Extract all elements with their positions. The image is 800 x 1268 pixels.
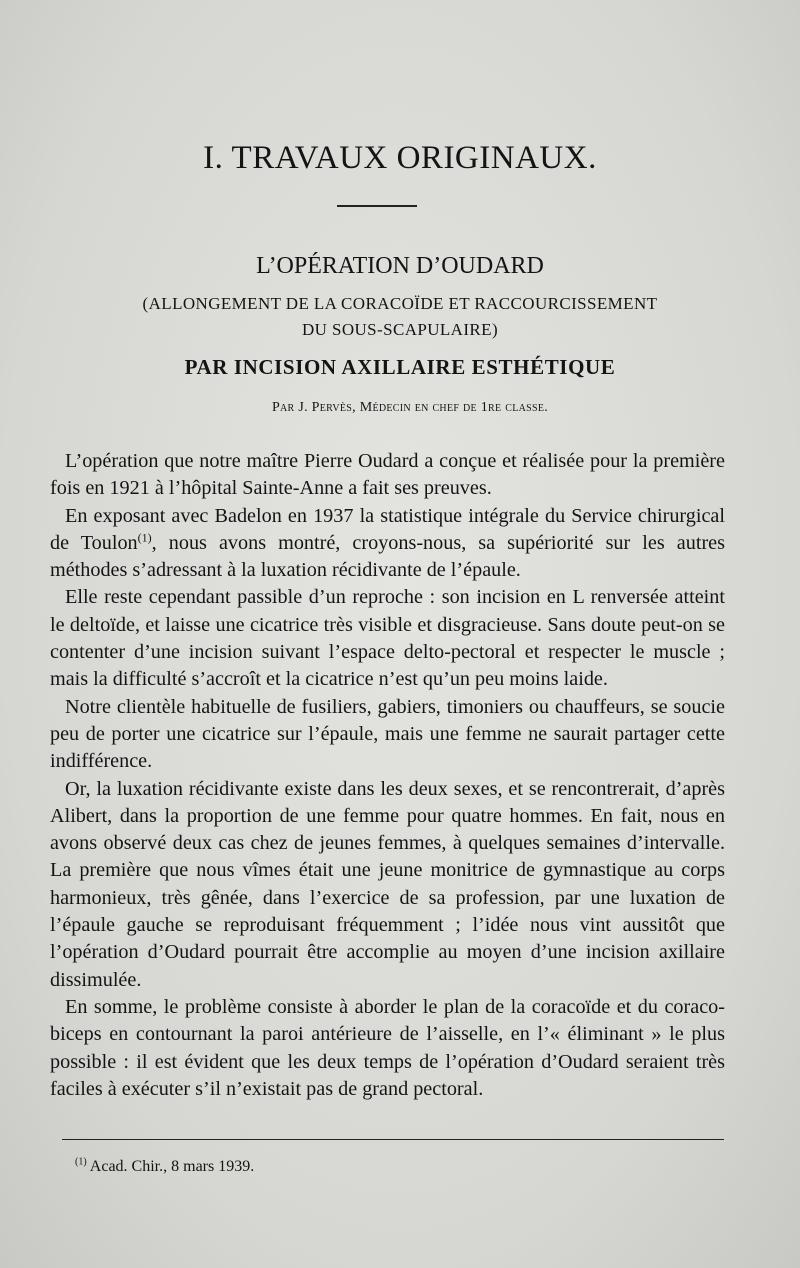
paragraph-1: L’opération que notre maître Pierre Oudard a conçue et réalisée pour la première fois en 1921 à l’hôpital Sainte-Anne a fait ses preuves. (50, 450, 725, 500)
article-body (50, 448, 725, 1103)
paragraph-2-after: , nous avons montré, croyons-nous, sa supériorité sur les autres méthodes s’adressant à la luxation récidivante de l’épaule. (50, 531, 725, 582)
section-title: I. TRAVAUX ORIGINAUX. (203, 140, 597, 176)
title-divider (337, 205, 417, 207)
article-title: L’OPÉRATION D’OUDARD (256, 253, 544, 279)
footnote-marker: (1) (75, 1156, 87, 1168)
subtitle-line-1: (ALLONGEMENT DE LA CORACOÏDE ET RACCOURCISSEMENT (142, 294, 658, 313)
footnote-ref[interactable]: (1) (137, 530, 152, 545)
paragraph-2-before: En exposant avec Badelon en 1937 la statistique intégrale du Service chirurgical de Toulon (50, 504, 725, 554)
subtitle-line-2: DU SOUS-SCAPULAIRE) (301, 320, 499, 339)
footnote-text: Acad. Chir., 8 mars 1939. (89, 1158, 255, 1175)
paragraph-3: Elle reste cependant passible d’un reproche : son incision en L renversée atteint le deltoïde, et laisse une cicatrice très visible et disgracieuse. Sans doute peut-on se contenter d’une incision suivant l’espace delto-pectoral et respecter le muscle ; mais la difficulté s’accroît et la cicatrice n’est qu’un peu moins laide. (50, 586, 725, 691)
footnote (75, 1158, 254, 1176)
byline: Par J. Pervès, Médecin en chef de 1re classe. (271, 400, 549, 415)
paragraph-6: En somme, le problème consiste à aborder le plan de la coracoïde et du coraco-biceps en contournant la paroi antérieure de l’aisselle, en l’« éliminant » le plus possible : il est évident que les deux temps de l’opération d’Oudard seraient très faciles à exécuter s’il n’existait pas de grand pectoral. (50, 995, 725, 1100)
paragraph-5: Or, la luxation récidivante existe dans les deux sexes, et se rencontrerait, d’après Alibert, dans la proportion de une femme pour quatre hommes. En fait, nous en avons observé deux cas chez de jeunes femmes, à quelques semaines d’intervalle. La première que nous vîmes était une jeune monitrice de gymnastique au corps harmonieux, très gênée, dans l’exercice de sa profession, par une luxation de l’épaule gauche se reproduisant fréquemment ; l’idée nous vint aussitôt que l’opération d’Oudard pourrait être accomplie au moyen d’une incision axillaire dissimulée. (50, 777, 725, 991)
title-line-3: PAR INCISION AXILLAIRE ESTHÉTIQUE (184, 355, 616, 379)
footnote-divider (62, 1139, 724, 1140)
paragraph-4: Notre clientèle habituelle de fusiliers, gabiers, timoniers ou chauffeurs, se soucie peu de porter une cicatrice sur l’épaule, mais une femme ne saurait partager cette indifférence. (50, 695, 725, 773)
paragraph-2 (50, 503, 725, 585)
